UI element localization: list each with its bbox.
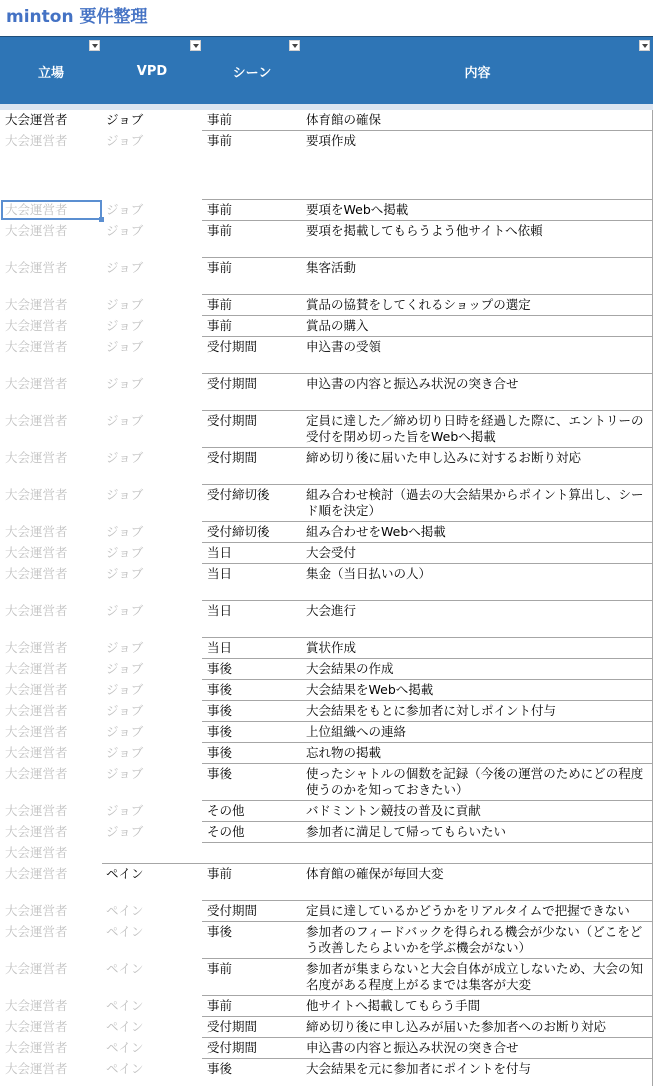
row-divider [202,1037,652,1038]
table-row [0,680,653,701]
cell-role[interactable]: 大会運営者 [5,803,68,818]
table-row [0,131,653,200]
table-row [0,1059,653,1081]
cell-role[interactable]: 大会運営者 [5,724,68,739]
cell-content[interactable]: 要項作成 [306,133,357,148]
cell-scene[interactable]: 事前 [207,202,233,217]
row-divider [202,521,652,522]
cell-scene[interactable]: 事前 [207,112,233,127]
cell-scene[interactable]: 事後 [207,724,233,739]
row-divider [202,742,652,743]
cell-role[interactable]: 大会運営者 [5,297,68,312]
table-row [0,411,653,448]
cell-role[interactable]: 大会運営者 [5,566,68,581]
row-divider [202,220,652,221]
cell-role[interactable]: 大会運営者 [5,845,68,860]
row-divider [202,410,652,411]
cell-scene[interactable]: 事前 [207,998,233,1013]
cell-scene[interactable]: 受付期間 [207,376,258,391]
cell-content[interactable]: 集客活動 [306,260,357,275]
cell-vpd[interactable]: ジョブ [106,297,144,312]
cell-content[interactable]: 大会結果の作成 [306,661,394,676]
cell-scene[interactable]: 事後 [207,745,233,760]
table-row [0,901,653,922]
cell-content[interactable]: 締め切り後に届いた申し込みに対するお断り対応 [306,450,582,465]
table-row [0,485,653,522]
cell-content[interactable]: 賞状作成 [306,640,357,655]
cell-content[interactable]: 上位組織への連絡 [306,724,407,739]
cell-role[interactable]: 大会運営者 [5,1061,68,1076]
table-row [0,543,653,564]
table-row [0,701,653,722]
cell-vpd[interactable]: ジョブ [106,133,144,148]
header-col-role: 立場 [37,65,64,81]
cell-scene[interactable]: 事後 [207,766,233,781]
table-row [0,337,653,374]
row-divider [202,921,652,922]
cell-scene[interactable]: 事前 [207,318,233,333]
cell-scene[interactable]: 事前 [207,223,233,238]
row-divider [202,336,652,337]
cell-content[interactable]: 締め切り後に申し込みが届いた参加者へのお断り対応 [306,1019,607,1034]
table-row [0,110,653,131]
cell-content[interactable]: 集金（当日払いの人） [306,566,432,581]
row-divider [202,294,652,295]
table-row [0,843,653,864]
cell-role[interactable]: 大会運営者 [5,661,68,676]
row-divider [102,863,652,864]
table-row [0,659,653,680]
cell-role[interactable]: 大会運営者 [5,745,68,760]
cell-vpd[interactable]: ペイン [106,1019,144,1034]
table-row [0,564,653,601]
cell-content[interactable]: 参加者が集まらないと大会自体が成立しないため、大会の知名度がある程度上がるまでは集客が大変 [306,961,644,992]
cell-vpd[interactable]: ジョブ [106,545,144,560]
filter-dropdown-icon[interactable] [89,40,100,51]
row-divider [202,130,652,131]
row-divider [202,600,652,601]
header-col-vpd: VPD [136,63,168,79]
table-row [0,922,653,959]
table-row [0,801,653,822]
cell-role[interactable]: 大会運営者 [5,640,68,655]
cell-vpd[interactable]: ジョブ [106,745,144,760]
cell-scene[interactable]: 受付期間 [207,1019,258,1034]
row-divider [202,821,652,822]
cell-content[interactable]: 賞品の購入 [306,318,369,333]
cell-vpd[interactable]: ペイン [106,903,144,918]
cell-vpd[interactable]: ジョブ [106,766,144,781]
cell-scene[interactable]: 事後 [207,1061,233,1076]
row-divider [202,842,652,843]
cell-content[interactable]: 体育館の確保 [306,112,382,127]
table-row [0,374,653,411]
cell-content[interactable]: バドミントン競技の普及に貢献 [306,803,481,818]
cell-vpd[interactable]: ペイン [106,961,144,976]
cell-role[interactable]: 大会運営者 [5,682,68,697]
cell-scene[interactable]: 事前 [207,961,233,976]
cell-scene[interactable]: 受付期間 [207,339,258,354]
cell-content[interactable]: 大会結果をWebへ掲載 [306,682,434,697]
cell-role[interactable]: 大会運営者 [5,866,68,881]
cell-role[interactable]: 大会運営者 [5,339,68,354]
cell-content[interactable]: 参加者に満足して帰ってもらいたい [306,824,507,839]
cell-role[interactable]: 大会運営者 [5,903,68,918]
header-col-scene: シーン [232,65,272,81]
cell-vpd[interactable]: ジョブ [106,640,144,655]
table-row [0,522,653,543]
cell-scene[interactable]: 事後 [207,661,233,676]
filter-dropdown-icon[interactable] [190,40,201,51]
cell-content[interactable]: 忘れ物の掲載 [306,745,382,760]
row-divider [202,257,652,258]
cell-scene[interactable] [207,843,302,845]
cell-scene[interactable]: 事前 [207,297,233,312]
cell-role[interactable]: 大会運営者 [5,961,68,976]
cell-vpd[interactable]: ジョブ [106,487,144,502]
cell-scene[interactable]: 当日 [207,545,233,560]
cell-content[interactable]: 要項を掲載してもらうよう他サイトへ依頼 [306,223,543,238]
cell-scene[interactable]: 当日 [207,640,233,655]
cell-role[interactable]: 大会運営者 [5,603,68,618]
row-divider [202,658,652,659]
cell-role[interactable]: 大会運営者 [5,998,68,1013]
cell-role[interactable]: 大会運営者 [5,112,68,127]
row-divider [202,315,652,316]
cell-scene[interactable]: 受付締切後 [207,524,270,539]
cell-scene[interactable]: 受付期間 [207,903,258,918]
cell-role[interactable]: 大会運営者 [5,318,68,333]
table-row [0,1038,653,1059]
cell-vpd[interactable]: ジョブ [106,450,144,465]
row-divider [202,700,652,701]
cell-role[interactable]: 大会運営者 [5,703,68,718]
cell-vpd[interactable]: ジョブ [106,524,144,539]
cell-content[interactable]: 要項をWebへ掲載 [306,202,409,217]
row-divider [202,679,652,680]
cell-role[interactable]: 大会運営者 [5,223,68,238]
cell-scene[interactable]: 当日 [207,566,233,581]
cell-content[interactable] [306,843,649,845]
cell-scene[interactable]: 受付期間 [207,1040,258,1055]
cell-role[interactable]: 大会運営者 [5,487,68,502]
row-divider [202,995,652,996]
cell-scene[interactable]: 当日 [207,603,233,618]
table-row [0,448,653,485]
cell-vpd[interactable] [106,843,201,845]
row-divider [202,637,652,638]
table-header [0,36,653,105]
cell-scene[interactable]: 受付期間 [207,413,258,428]
cell-content[interactable]: 大会結果をもとに参加者に対しポイント付与 [306,703,557,718]
row-divider [202,763,652,764]
table-row [0,764,653,801]
row-divider [202,542,652,543]
cell-content[interactable]: 大会進行 [306,603,357,618]
filter-dropdown-icon[interactable] [289,40,300,51]
cell-vpd[interactable]: ジョブ [106,112,144,127]
cell-vpd[interactable]: ペイン [106,866,144,881]
table-row [0,258,653,295]
row-divider [202,800,652,801]
cell-content[interactable]: 申込書の内容と振込み状況の突き合せ [306,1040,519,1055]
row-divider [202,721,652,722]
cell-vpd[interactable]: ペイン [106,998,144,1013]
cell-role[interactable]: 大会運営者 [5,202,68,217]
row-divider [202,373,652,374]
row-divider [202,484,652,485]
cell-vpd[interactable]: ジョブ [106,260,144,275]
sheet-title: minton 要件整理 [6,7,148,27]
row-divider [202,900,652,901]
cell-vpd[interactable]: ジョブ [106,724,144,739]
table-row [0,316,653,337]
cell-scene[interactable]: 受付締切後 [207,487,270,502]
cell-scene[interactable]: その他 [207,824,245,839]
cell-content[interactable]: 賞品の協賛をしてくれるショップの選定 [306,297,531,312]
cell-content[interactable]: 定員に達しているかどうかをリアルタイムで把握できない [306,903,630,918]
cell-role[interactable]: 大会運営者 [5,1019,68,1034]
cell-role[interactable]: 大会運営者 [5,450,68,465]
cell-vpd[interactable]: ジョブ [106,803,144,818]
table-row [0,1017,653,1038]
cell-content[interactable]: 申込書の内容と振込み状況の突き合せ [306,376,519,391]
cell-content[interactable]: 他サイトへ掲載してもらう手間 [306,998,481,1013]
row-divider [202,958,652,959]
cell-scene[interactable]: 事前 [207,260,233,275]
cell-scene[interactable]: その他 [207,803,245,818]
cell-content[interactable]: 参加者のフィードバックを得られる機会が少ない（どこをどう改善したらよいかを学ぶ機会がない） [306,924,643,955]
table-row [0,295,653,316]
table-row [0,996,653,1017]
row-divider [202,563,652,564]
cell-vpd[interactable]: ペイン [106,1061,144,1076]
cell-scene[interactable]: 事前 [207,133,233,148]
cell-vpd[interactable]: ジョブ [106,603,144,618]
cell-scene[interactable]: 事前 [207,866,233,881]
cell-vpd[interactable]: ジョブ [106,661,144,676]
cell-role[interactable]: 大会運営者 [5,1040,68,1055]
table-row [0,221,653,258]
cell-vpd[interactable]: ジョブ [106,682,144,697]
table-row [0,601,653,638]
cell-vpd[interactable]: ジョブ [106,202,144,217]
cell-vpd[interactable]: ジョブ [106,824,144,839]
cell-scene[interactable]: 事後 [207,924,233,939]
fill-handle[interactable] [99,217,104,222]
cell-role[interactable]: 大会運営者 [5,133,68,148]
cell-role[interactable]: 大会運営者 [5,924,68,939]
cell-content[interactable]: 定員に達した／締め切り日時を経過した際に、エントリーの受付を閉め切った旨をWebへ掲載 [306,413,644,444]
cell-role[interactable]: 大会運営者 [5,824,68,839]
filter-dropdown-icon[interactable] [639,40,650,51]
cell-content[interactable]: 申込書の受領 [306,339,382,354]
cell-content[interactable]: 組み合わせ検討（過去の大会結果からポイント算出し、シード順を決定） [306,487,644,518]
table-row [0,864,653,901]
row-divider [202,199,652,200]
cell-scene[interactable]: 事後 [207,682,233,697]
cell-vpd[interactable]: ジョブ [106,318,144,333]
cell-vpd[interactable]: ジョブ [106,339,144,354]
table-row [0,743,653,764]
cell-role[interactable]: 大会運営者 [5,545,68,560]
cell-scene[interactable]: 事後 [207,703,233,718]
cell-content[interactable]: 大会受付 [306,545,357,560]
cell-role[interactable]: 大会運営者 [5,766,68,781]
table-row [0,638,653,659]
selected-cell[interactable] [1,200,102,220]
row-divider [202,1016,652,1017]
cell-scene[interactable]: 受付期間 [207,450,258,465]
cell-vpd[interactable]: ジョブ [106,376,144,391]
cell-content[interactable]: 使ったシャトルの個数を記録（今後の運営のためにどの程度使うのかを知っておきたい） [306,766,644,797]
cell-content[interactable]: 体育館の確保が毎回大変 [306,866,444,881]
cell-content[interactable]: 組み合わせをWebへ掲載 [306,524,446,539]
row-divider [202,1058,652,1059]
table-row [0,959,653,996]
table-row [0,722,653,743]
cell-vpd[interactable]: ジョブ [106,566,144,581]
table-row [0,822,653,843]
cell-vpd[interactable]: ジョブ [106,223,144,238]
cell-vpd[interactable]: ペイン [106,924,144,939]
cell-vpd[interactable]: ジョブ [106,703,144,718]
row-divider [202,447,652,448]
header-col-content: 内容 [464,65,491,81]
cell-vpd[interactable]: ペイン [106,1040,144,1055]
cell-vpd[interactable]: ジョブ [106,413,144,428]
cell-content[interactable]: 大会結果を元に参加者にポイントを付与 [306,1061,532,1076]
cell-role[interactable]: 大会運営者 [5,376,68,391]
cell-role[interactable]: 大会運営者 [5,524,68,539]
cell-role[interactable]: 大会運営者 [5,260,68,275]
cell-role[interactable]: 大会運営者 [5,413,68,428]
